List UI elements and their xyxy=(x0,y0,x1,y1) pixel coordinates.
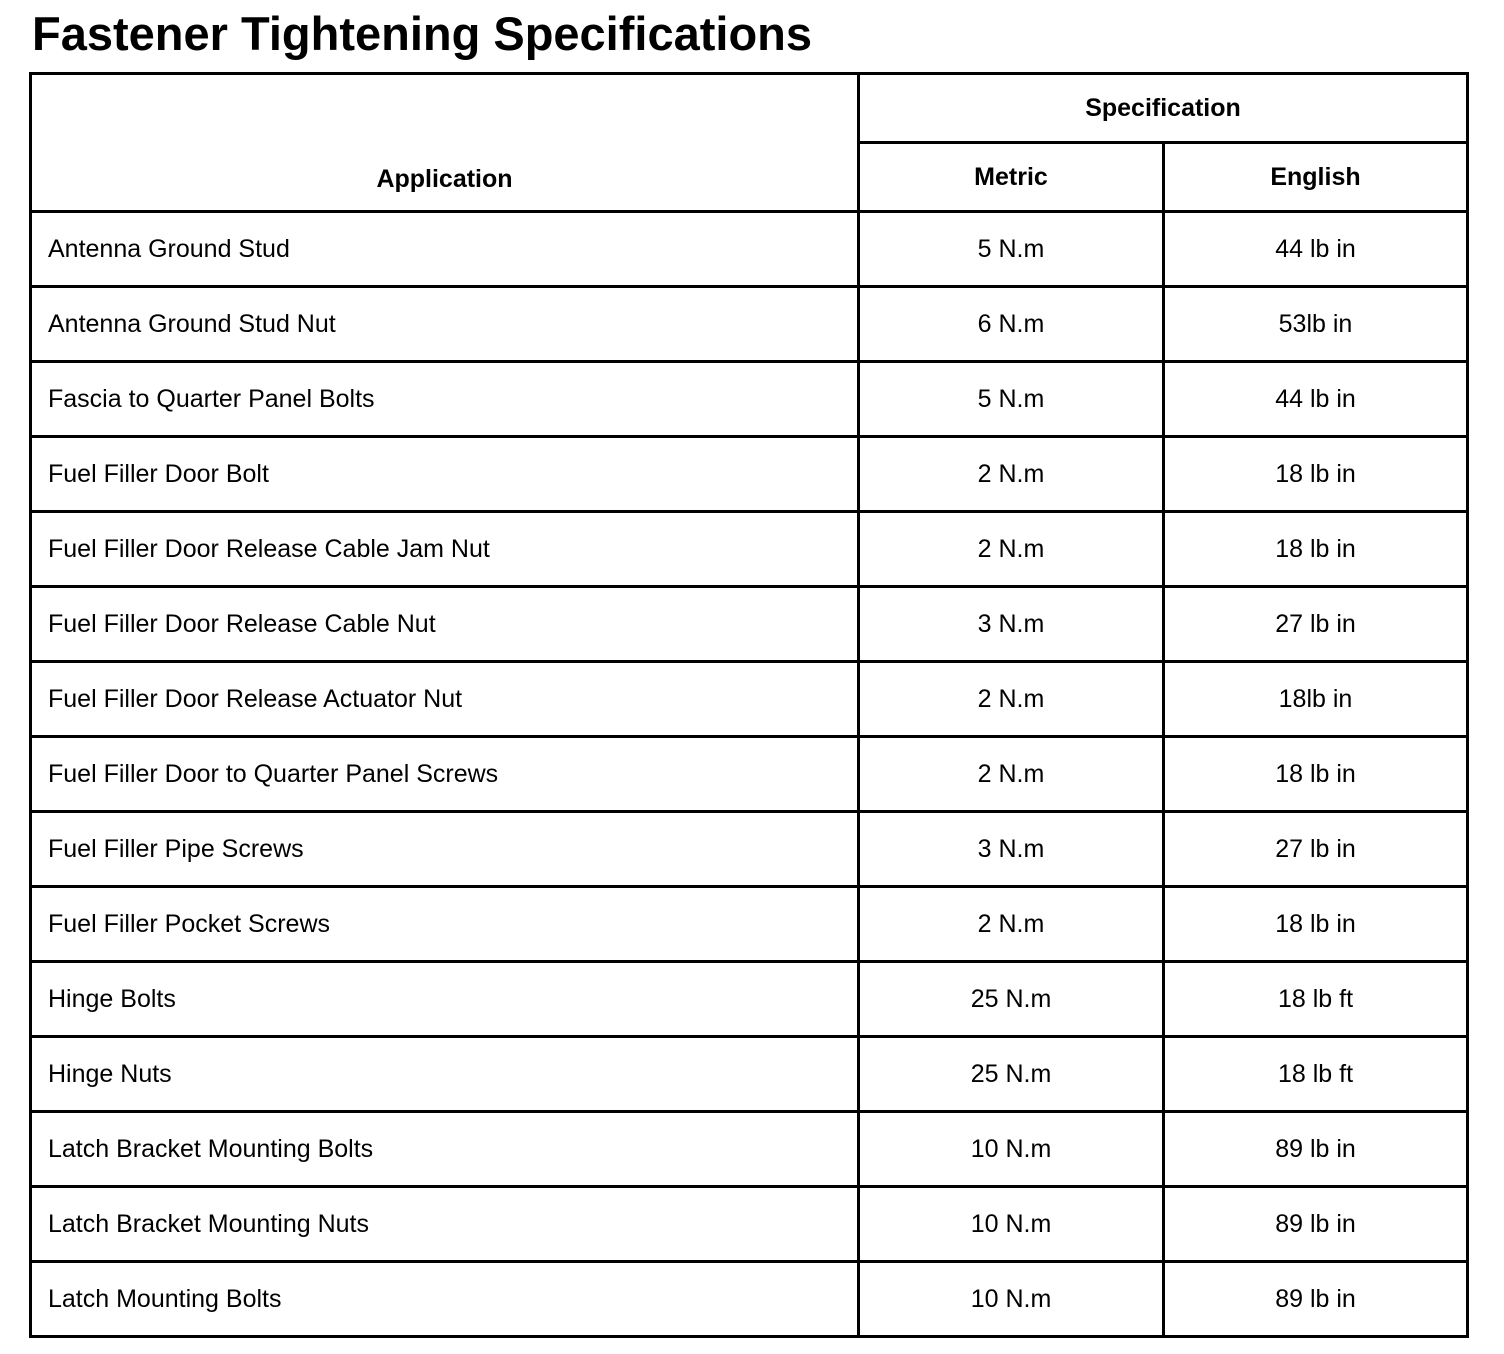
application-cell: Fuel Filler Door Release Cable Jam Nut xyxy=(31,512,859,587)
english-cell: 18 lb in xyxy=(1164,512,1468,587)
english-cell: 18 lb in xyxy=(1164,437,1468,512)
metric-cell: 2 N.m xyxy=(859,437,1164,512)
metric-cell: 5 N.m xyxy=(859,212,1164,287)
english-cell: 18 lb in xyxy=(1164,737,1468,812)
english-cell: 18 lb in xyxy=(1164,887,1468,962)
english-cell: 18 lb ft xyxy=(1164,1037,1468,1112)
english-cell: 53lb in xyxy=(1164,287,1468,362)
english-cell: 27 lb in xyxy=(1164,587,1468,662)
metric-cell: 25 N.m xyxy=(859,962,1164,1037)
metric-cell: 3 N.m xyxy=(859,812,1164,887)
application-cell: Latch Mounting Bolts xyxy=(31,1262,859,1337)
application-cell: Antenna Ground Stud xyxy=(31,212,859,287)
english-cell: 89 lb in xyxy=(1164,1262,1468,1337)
table-row xyxy=(31,737,1468,812)
table-row xyxy=(31,212,1468,287)
application-cell: Fuel Filler Door Bolt xyxy=(31,437,859,512)
table-body xyxy=(31,212,1468,1337)
table-row xyxy=(31,1112,1468,1187)
metric-cell: 5 N.m xyxy=(859,362,1164,437)
fastener-spec-table xyxy=(29,72,1469,1338)
table-row xyxy=(31,812,1468,887)
table-row xyxy=(31,662,1468,737)
metric-cell: 10 N.m xyxy=(859,1262,1164,1337)
metric-cell: 2 N.m xyxy=(859,887,1164,962)
english-cell: 44 lb in xyxy=(1164,362,1468,437)
english-cell: 89 lb in xyxy=(1164,1112,1468,1187)
application-cell: Fuel Filler Door to Quarter Panel Screws xyxy=(31,737,859,812)
metric-cell: 3 N.m xyxy=(859,587,1164,662)
page-title: Fastener Tightening Specifications xyxy=(32,7,812,60)
table-row xyxy=(31,1037,1468,1112)
english-cell: 44 lb in xyxy=(1164,212,1468,287)
application-cell: Fuel Filler Pipe Screws xyxy=(31,812,859,887)
column-header-application: Application xyxy=(31,74,859,212)
application-cell: Latch Bracket Mounting Nuts xyxy=(31,1187,859,1262)
application-cell: Fuel Filler Door Release Actuator Nut xyxy=(31,662,859,737)
english-cell: 27 lb in xyxy=(1164,812,1468,887)
metric-cell: 10 N.m xyxy=(859,1187,1164,1262)
metric-cell: 6 N.m xyxy=(859,287,1164,362)
application-cell: Fascia to Quarter Panel Bolts xyxy=(31,362,859,437)
table-row xyxy=(31,362,1468,437)
english-cell: 18 lb ft xyxy=(1164,962,1468,1037)
column-header-metric: Metric xyxy=(859,143,1164,212)
table-row xyxy=(31,287,1468,362)
table-row xyxy=(31,1262,1468,1337)
application-cell: Hinge Bolts xyxy=(31,962,859,1037)
application-cell: Latch Bracket Mounting Bolts xyxy=(31,1112,859,1187)
english-cell: 89 lb in xyxy=(1164,1187,1468,1262)
application-cell: Antenna Ground Stud Nut xyxy=(31,287,859,362)
metric-cell: 2 N.m xyxy=(859,737,1164,812)
application-cell: Fuel Filler Pocket Screws xyxy=(31,887,859,962)
table-row xyxy=(31,1187,1468,1262)
table-row xyxy=(31,437,1468,512)
metric-cell: 2 N.m xyxy=(859,662,1164,737)
header-row-top xyxy=(31,74,1468,143)
metric-cell: 10 N.m xyxy=(859,1112,1164,1187)
table-row xyxy=(31,962,1468,1037)
metric-cell: 25 N.m xyxy=(859,1037,1164,1112)
column-header-specification: Specification xyxy=(859,74,1468,143)
table-row xyxy=(31,512,1468,587)
application-cell: Fuel Filler Door Release Cable Nut xyxy=(31,587,859,662)
column-header-english: English xyxy=(1164,143,1468,212)
metric-cell: 2 N.m xyxy=(859,512,1164,587)
english-cell: 18lb in xyxy=(1164,662,1468,737)
application-cell: Hinge Nuts xyxy=(31,1037,859,1112)
table-row xyxy=(31,587,1468,662)
table-row xyxy=(31,887,1468,962)
